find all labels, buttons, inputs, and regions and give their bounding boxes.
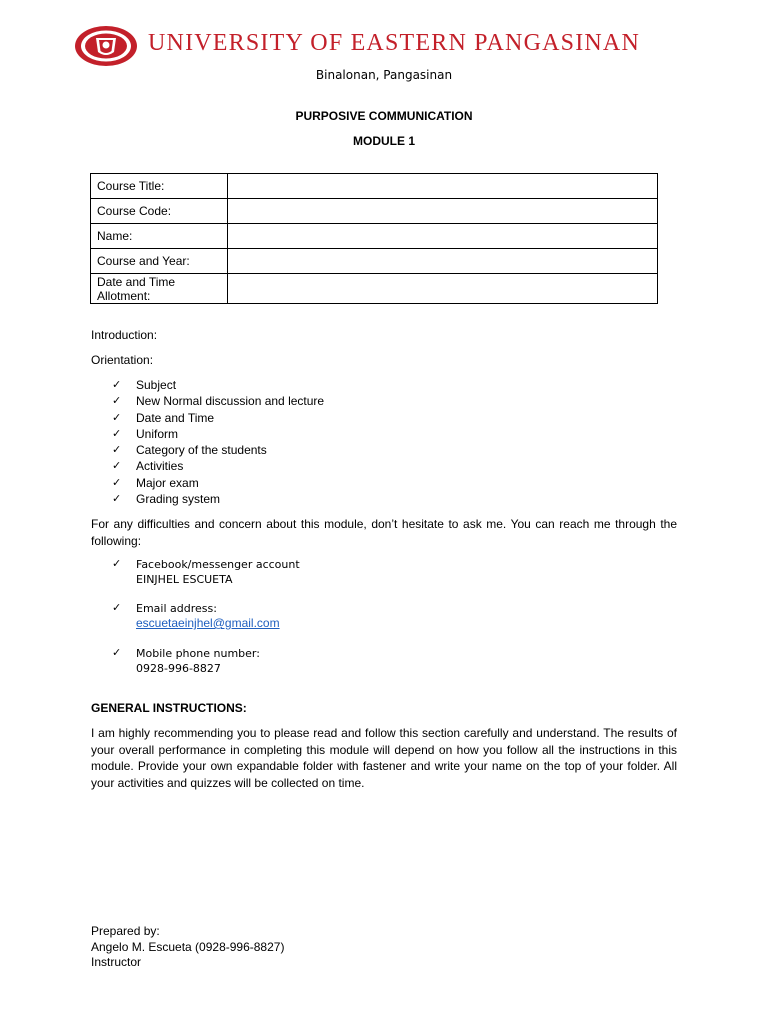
checkmark-icon: ✓ [112,646,122,659]
course-title-label: Course Title: [91,174,228,199]
name-label: Name: [91,224,228,249]
course-info-table [90,173,658,304]
phone-value: 0928-996-8827 [136,662,221,675]
prepared-by-label: Prepared by: [91,924,160,938]
module-number: MODULE 1 [352,134,415,148]
table-row [91,249,658,274]
table-row [91,274,658,304]
list-item: ✓ Uniform [112,426,179,441]
date-time-field[interactable] [228,274,658,304]
list-item: ✓ Date and Time [112,410,215,425]
list-item: ✓ Activities [112,459,184,474]
orientation-label: Orientation: [91,353,154,367]
checkmark-icon: ✓ [112,411,122,424]
document-title: PURPOSIVE COMMUNICATION [295,109,473,123]
checkmark-icon: ✓ [112,493,122,506]
orientation-list [112,377,324,507]
introduction-label: Introduction: [91,328,158,342]
facebook-contact [112,557,300,587]
phone-contact [112,646,260,676]
date-time-label: Date and Time Allotment: [91,274,228,304]
preparer-name: Angelo M. Escueta (0928-996-8827) [91,939,285,954]
checkmark-icon: ✓ [112,427,122,440]
campus-location: Binalonan, Pangasinan [315,68,453,82]
university-seal-icon [74,24,138,68]
checkmark-icon: ✓ [112,444,122,457]
checkmark-icon: ✓ [112,379,122,391]
prepared-by-block [91,924,284,971]
general-instructions-body: I am highly recommending you to please read and follow this section carefully and understand. The results of your overall performance in completing this module will depend on how you follow all the instructions in this module. Provide your own expandable folder with fastener and write your name on the top of your folder. All your activities and quizzes will be collected on time. [91,726,677,790]
list-item: ✓ New Normal discussion and lecture [112,394,325,409]
course-year-label: Course and Year: [91,249,228,274]
list-item: ✓ Major exam [112,475,199,490]
table-row [91,224,658,249]
concern-paragraph: For any difficulties and concern about this module, don’t hesitate to ask me. You can reach me through the following: [91,517,677,548]
course-title-field[interactable] [228,174,658,199]
table-row [91,174,658,199]
email-label: Email address: [136,602,217,615]
course-code-field[interactable] [228,199,658,224]
checkmark-icon: ✓ [112,460,122,473]
checkmark-icon: ✓ [112,395,122,408]
name-field[interactable] [228,224,658,249]
facebook-value: EINJHEL ESCUETA [136,573,233,586]
table-row [91,199,658,224]
university-name: UNIVERSITY OF EASTERN PANGASINAN [148,30,640,56]
preparer-role: Instructor [91,955,142,969]
course-code-label: Course Code: [91,199,228,224]
list-item: ✓ Grading system [112,492,221,507]
facebook-label: Facebook/messenger account [136,558,300,571]
checkmark-icon: ✓ [112,557,122,570]
general-instructions-title: GENERAL INSTRUCTIONS: [91,701,247,715]
checkmark-icon: ✓ [112,476,122,489]
checkmark-icon: ✓ [112,601,122,614]
email-link[interactable]: escuetaeinjhel@gmail.com [136,616,280,630]
phone-label: Mobile phone number: [136,647,260,660]
email-contact [112,601,280,631]
course-year-field[interactable] [228,249,658,274]
list-item: ✓ Category of the students [112,443,267,458]
letterhead [70,20,700,70]
list-item: ✓ Subject [112,378,177,392]
